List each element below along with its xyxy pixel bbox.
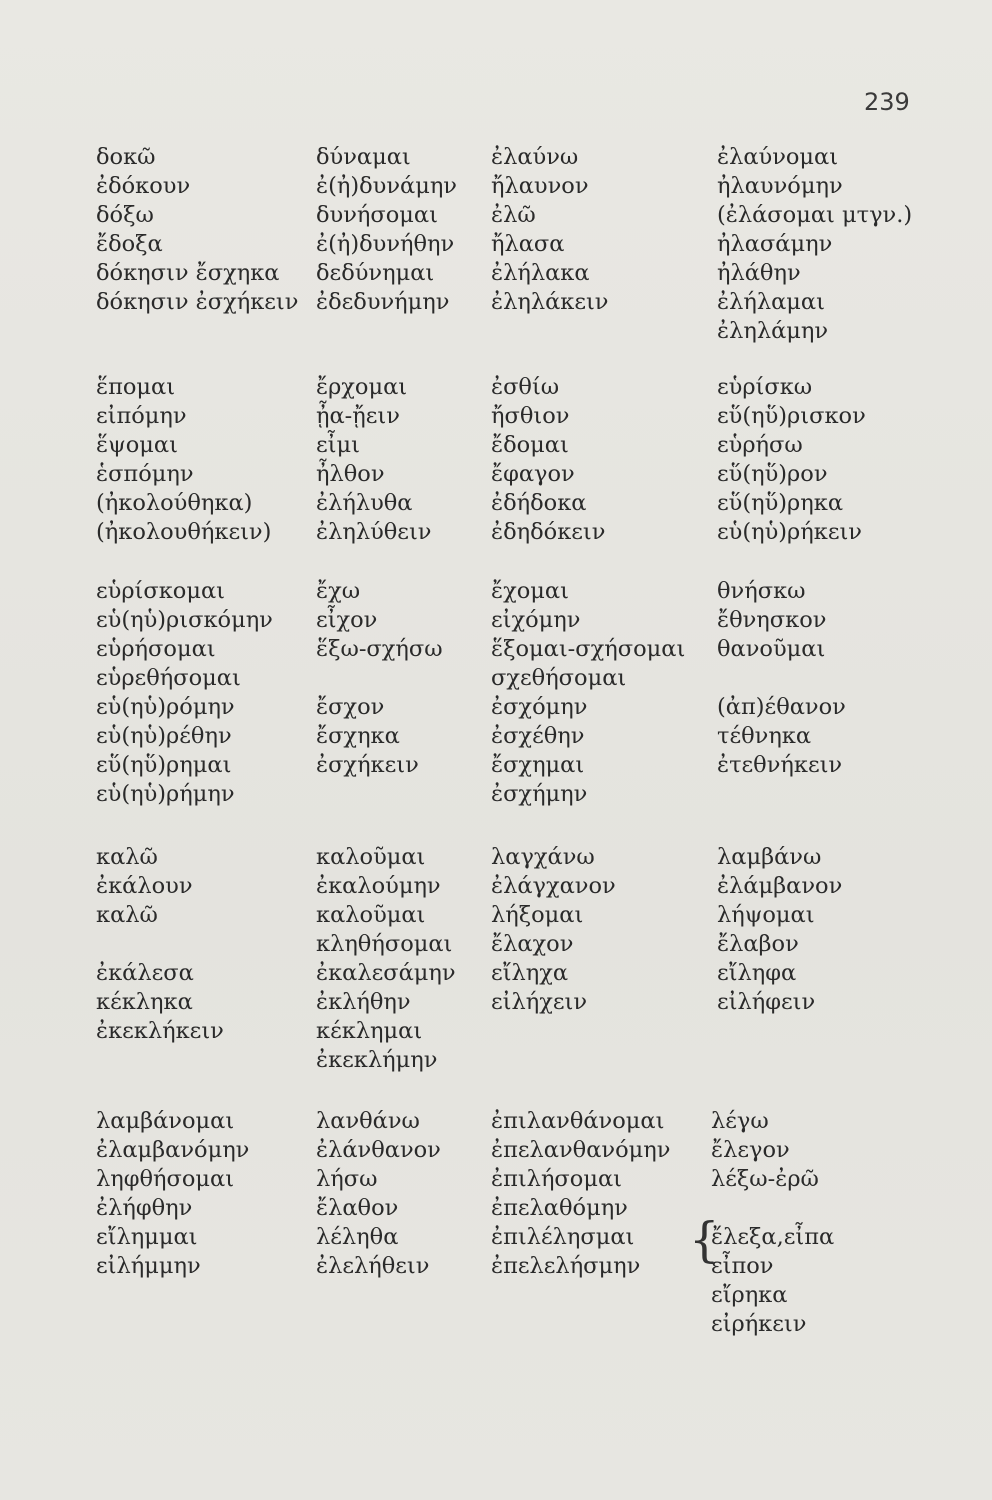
verb-form: ἕξω-σχήσω xyxy=(316,636,443,662)
verb-column xyxy=(316,843,456,1075)
verb-form: ἐκάλουν xyxy=(96,873,193,899)
verb-form: ἐλήλαμαι xyxy=(717,289,825,315)
verb-form: εἶχον xyxy=(316,607,378,633)
verb-form: ἕψομαι xyxy=(96,432,178,458)
verb-form: καλῶ xyxy=(96,902,158,928)
verb-form: ἔσχον xyxy=(316,694,385,720)
verb-column xyxy=(717,143,912,346)
verb-column xyxy=(491,373,605,547)
verb-form: ἔδομαι xyxy=(491,432,569,458)
verb-form: εὑ(ηὑ)ρισκόμην xyxy=(96,607,273,633)
verb-form: εὕ(ηὕ)ρημαι xyxy=(96,752,232,778)
verb-form: εἰπόμην xyxy=(96,403,187,429)
verb-form: ἐδήδοκα xyxy=(491,490,587,516)
verb-form: καλοῦμαι xyxy=(316,844,426,870)
verb-form: ἔλαχον xyxy=(491,931,574,957)
verb-form: ἑσπόμην xyxy=(96,461,194,487)
verb-column xyxy=(316,1107,441,1281)
verb-form: εἰλήμμην xyxy=(96,1253,201,1279)
verb-form: ἐσχόμην xyxy=(491,694,588,720)
verb-form: τέθνηκα xyxy=(717,723,812,749)
verb-column xyxy=(96,143,298,317)
verb-form: ἐληλύθειν xyxy=(316,519,432,545)
verb-form: σχεθήσομαι xyxy=(491,665,627,691)
verb-column xyxy=(316,143,457,317)
verb-form: λήξομαι xyxy=(491,902,584,928)
verb-form: εὑρίσκομαι xyxy=(96,578,225,604)
verb-form: ἔφαγον xyxy=(491,461,575,487)
verb-form: ἔρχομαι xyxy=(316,374,408,400)
verb-form: ἐπιλανθάνομαι xyxy=(491,1108,665,1134)
verb-form: κέκλημαι xyxy=(316,1018,423,1044)
verb-form: (ἠκολούθηκα) xyxy=(96,490,253,516)
verb-form: εὑ(ηὑ)ρέθην xyxy=(96,723,232,749)
verb-form: ἐλήλακα xyxy=(491,260,590,286)
verb-form: ἠλάθην xyxy=(717,260,801,286)
verb-form: ἐλαμβανόμην xyxy=(96,1137,250,1163)
verb-form: ἔλαθον xyxy=(316,1195,399,1221)
verb-form: ἔσχηκα xyxy=(316,723,400,749)
verb-form: ἐλήλυθα xyxy=(316,490,413,516)
verb-form: ἔλεξα,εἶπα xyxy=(711,1224,835,1250)
verb-form: λήσω xyxy=(316,1166,378,1192)
verb-form: λέξω-ἐρῶ xyxy=(711,1166,819,1192)
verb-form: ἦλθον xyxy=(316,461,385,487)
curly-brace-icon: { xyxy=(689,1212,720,1268)
verb-form: ἐδηδόκειν xyxy=(491,519,606,545)
verb-form: ἐδόκουν xyxy=(96,173,191,199)
verb-form: ἐλάνθανον xyxy=(316,1137,441,1163)
verb-form: δόξω xyxy=(96,202,154,228)
verb-form: θανοῦμαι xyxy=(717,636,826,662)
verb-form: ἐτεθνήκειν xyxy=(717,752,843,778)
verb-form: δύναμαι xyxy=(316,144,411,170)
verb-form: λαμβάνομαι xyxy=(96,1108,235,1134)
verb-form: ἐλαύνω xyxy=(491,144,579,170)
verb-form: κληθήσομαι xyxy=(316,931,453,957)
verb-form: ἔδοξα xyxy=(96,231,163,257)
verb-form: ἤλαυνον xyxy=(491,173,589,199)
verb-form: ἠλασάμην xyxy=(717,231,833,257)
verb-form: ἔχω xyxy=(316,578,361,604)
verb-form: εὕ(ηὕ)ρισκον xyxy=(717,403,866,429)
verb-form: ἔλαβον xyxy=(717,931,799,957)
verb-form: εἴληχα xyxy=(491,960,569,986)
verb-form: ἤλασα xyxy=(491,231,565,257)
verb-form xyxy=(711,1194,834,1223)
page-number: 239 xyxy=(864,88,910,116)
verb-column xyxy=(491,143,609,317)
verb-form: εὑ(ηὑ)ρόμην xyxy=(96,694,235,720)
verb-form: (ἀπ)έθανον xyxy=(717,694,846,720)
verb-form: ἔθνησκον xyxy=(717,607,827,633)
verb-form: εἶπον xyxy=(711,1253,774,1279)
verb-form: ἐκαλούμην xyxy=(316,873,441,899)
verb-form: ἕπομαι xyxy=(96,374,176,400)
verb-column xyxy=(96,1107,249,1281)
verb-form: ἔλεγον xyxy=(711,1137,790,1163)
verb-form xyxy=(717,664,846,693)
verb-form: ἔχομαι xyxy=(491,578,569,604)
verb-form: καλῶ xyxy=(96,844,158,870)
verb-form: εἰλήχειν xyxy=(491,989,588,1015)
verb-form: ἐπελανθανόμην xyxy=(491,1137,671,1163)
verb-form: καλοῦμαι xyxy=(316,902,426,928)
verb-form: ἐκεκλήκειν xyxy=(96,1018,224,1044)
verb-column xyxy=(96,577,273,809)
verb-form: ἐκάλεσα xyxy=(96,960,194,986)
verb-form: ἐλάγχανον xyxy=(491,873,616,899)
verb-column xyxy=(316,577,443,780)
verb-form: ἐ(ἠ)δυνήθην xyxy=(316,231,455,257)
verb-form: εὑρίσκω xyxy=(717,374,813,400)
verb-form: εἴληφα xyxy=(717,960,797,986)
verb-form: κέκληκα xyxy=(96,989,193,1015)
verb-form: ἠλαυνόμην xyxy=(717,173,843,199)
verb-form: ἐσχέθην xyxy=(491,723,585,749)
verb-form: εἰλήφειν xyxy=(717,989,816,1015)
verb-form: λαγχάνω xyxy=(491,844,595,870)
verb-form: εἴρηκα xyxy=(711,1282,788,1308)
verb-form: ἐδεδυνήμην xyxy=(316,289,450,315)
verb-form: ἐ(ἠ)δυνάμην xyxy=(316,173,457,199)
verb-form: λέληθα xyxy=(316,1224,399,1250)
verb-form: ᾖα-ᾔειν xyxy=(316,403,400,429)
verb-form: εἶμι xyxy=(316,432,360,458)
verb-form: ἐκαλεσάμην xyxy=(316,960,456,986)
verb-form: ἤσθιον xyxy=(491,403,570,429)
verb-form: ἐλῶ xyxy=(491,202,536,228)
verb-form: λέγω xyxy=(711,1108,769,1134)
verb-form: ἐλήφθην xyxy=(96,1195,193,1221)
verb-column xyxy=(717,373,866,547)
verb-form: ἐπιλέλησμαι xyxy=(491,1224,635,1250)
verb-form: (ἠκολουθήκειν) xyxy=(96,519,272,545)
verb-form: λαμβάνω xyxy=(717,844,822,870)
verb-form: ἐσχήμην xyxy=(491,781,588,807)
verb-form: ἕξομαι-σχήσομαι xyxy=(491,636,686,662)
verb-form: ἐκεκλήμην xyxy=(316,1047,438,1073)
verb-form: δόκησιν ἔσχηκα xyxy=(96,260,280,286)
verb-form: εὑρεθήσομαι xyxy=(96,665,241,691)
verb-column xyxy=(717,577,846,780)
verb-form xyxy=(96,930,224,959)
verb-form: ληφθήσομαι xyxy=(96,1166,235,1192)
verb-form: δοκῶ xyxy=(96,144,156,170)
verb-form: δεδύνημαι xyxy=(316,260,435,286)
verb-form: εὑρήσομαι xyxy=(96,636,216,662)
verb-form: λήψομαι xyxy=(717,902,815,928)
verb-form xyxy=(316,664,443,693)
verb-form: (ἐλάσομαι μτγν.) xyxy=(717,202,913,228)
verb-form: ἐπελελήσμην xyxy=(491,1253,641,1279)
verb-form: ἐσχήκειν xyxy=(316,752,419,778)
verb-form: εἰχόμην xyxy=(491,607,581,633)
verb-form: δόκησιν ἐσχήκειν xyxy=(96,289,299,315)
verb-column xyxy=(711,1107,834,1339)
verb-column xyxy=(717,843,842,1017)
verb-form: εὑ(ηὑ)ρήκειν xyxy=(717,519,862,545)
verb-form: εὕ(ηὕ)ρηκα xyxy=(717,490,844,516)
verb-form: ἐπιλήσομαι xyxy=(491,1166,622,1192)
verb-form: εὑρήσω xyxy=(717,432,803,458)
verb-form: ἔσχημαι xyxy=(491,752,585,778)
verb-form: εἰρήκειν xyxy=(711,1311,807,1337)
verb-form: ἐπελαθόμην xyxy=(491,1195,628,1221)
verb-column xyxy=(96,843,224,1046)
verb-form: ἐλαύνομαι xyxy=(717,144,839,170)
verb-form: λανθάνω xyxy=(316,1108,420,1134)
verb-column xyxy=(316,373,431,547)
verb-form: δυνήσομαι xyxy=(316,202,438,228)
verb-form: ἐληλάκειν xyxy=(491,289,609,315)
verb-form: ἐκλήθην xyxy=(316,989,411,1015)
verb-column xyxy=(491,577,685,809)
verb-form: εὕ(ηὕ)ρον xyxy=(717,461,828,487)
verb-form: ἐσθίω xyxy=(491,374,560,400)
verb-column xyxy=(491,1107,670,1281)
verb-column xyxy=(96,373,271,547)
verb-form: εἴλημμαι xyxy=(96,1224,198,1250)
verb-column xyxy=(491,843,616,1017)
verb-form: ἐλάμβανον xyxy=(717,873,843,899)
verb-form: ἐλελήθειν xyxy=(316,1253,430,1279)
verb-form: εὑ(ηὑ)ρήμην xyxy=(96,781,235,807)
verb-form: ἐληλάμην xyxy=(717,318,829,344)
verb-form: θνήσκω xyxy=(717,578,806,604)
